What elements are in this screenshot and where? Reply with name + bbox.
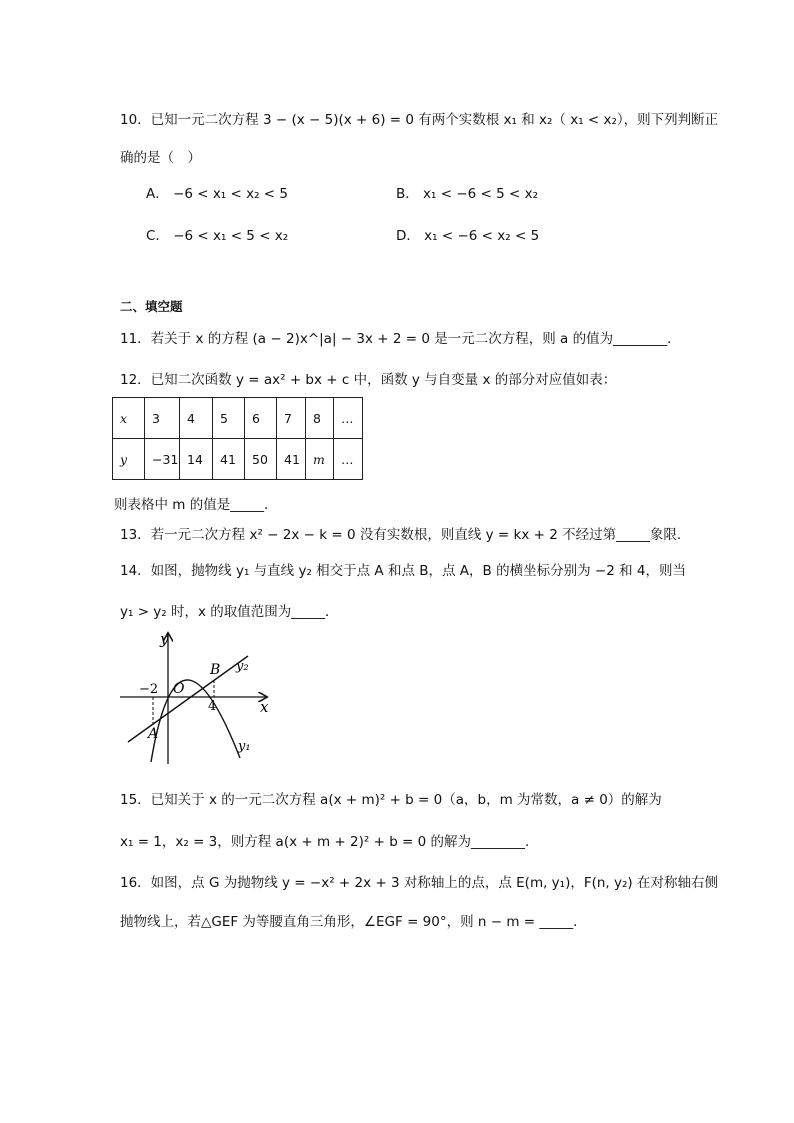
q10-option-b: B． x₁ < −6 < 5 < x₂ [396, 186, 539, 202]
point-b-label: B [210, 662, 221, 678]
y-axis-label: y [160, 630, 169, 648]
q14-line2: y₁ > y₂ 时，x 的取值范围为_____． [120, 604, 339, 620]
table-cell: 5 [213, 398, 245, 439]
y1-label: y₁ [238, 739, 251, 754]
table-row-y [113, 439, 363, 480]
point-a-label: A [148, 726, 159, 742]
q10-option-d: D． x₁ < −6 < x₂ < 5 [396, 228, 540, 244]
neg2-label: −2 [139, 682, 159, 697]
table-cell: … [334, 439, 363, 480]
table-cell: … [334, 398, 363, 439]
q10-option-c: C． −6 < x₁ < 5 < x₂ [146, 228, 289, 244]
four-label: 4 [208, 699, 217, 714]
q10-line1: 10．已知一元二次方程 3 − (x − 5)(x + 6) = 0 有两个实数根 x₁ 和 x₂（ x₁ < x₂），则下列判断正 [120, 112, 719, 128]
x-axis-label: x [260, 698, 269, 716]
q11-text: 11．若关于 x 的方程 (a − 2)x^|a| − 3x + 2 = 0 是一元二次方程，则 a 的值为________． [120, 331, 681, 347]
table-cell: x [113, 398, 145, 439]
table-cell: 41 [277, 439, 306, 480]
q14-line1: 14．如图，抛物线 y₁ 与直线 y₂ 相交于点 A 和点 B，点 A，B 的横坐标分别为 −2 和 4，则当 [120, 563, 686, 579]
table-cell: 41 [213, 439, 245, 480]
table-cell: 7 [277, 398, 306, 439]
q12-text: 12．已知二次函数 y = ax² + bx + c 中，函数 y 与自变量 x 的部分对应值如表： [120, 372, 617, 388]
value-table [112, 397, 363, 480]
q16-line1: 16．如图，点 G 为抛物线 y = −x² + 2x + 3 对称轴上的点，点 E(m, y₁)，F(n, y₂) 在对称轴右侧 [120, 875, 718, 891]
table-cell: 4 [180, 398, 213, 439]
q10-line2: 确的是（ ） [120, 150, 201, 166]
table-cell: m [306, 439, 334, 480]
line-y2 [128, 656, 248, 742]
table-cell: y [113, 439, 145, 480]
table-cell: 8 [306, 398, 334, 439]
section-title: 二、填空题 [120, 299, 183, 314]
q10-option-a: A． −6 < x₁ < x₂ < 5 [146, 186, 289, 202]
q16-line2: 抛物线上，若△GEF 为等腰直角三角形，∠EGF = 90°，则 n − m = _____． [120, 914, 587, 930]
table-cell: −31 [145, 439, 180, 480]
table-row-x [113, 398, 363, 439]
table-cell: 3 [145, 398, 180, 439]
q13-text: 13．若一元二次方程 x² − 2x − k = 0 没有实数根，则直线 y = kx + 2 不经过第_____象限． [120, 527, 691, 543]
parabola-line-figure [118, 630, 288, 770]
table-cell: 6 [245, 398, 277, 439]
table-cell: 14 [180, 439, 213, 480]
q12-after: 则表格中 m 的值是_____． [114, 497, 278, 513]
origin-label: O [173, 681, 185, 697]
y2-label: y₂ [236, 659, 249, 674]
parabola-y1 [151, 680, 240, 762]
q15-line2: x₁ = 1，x₂ = 3，则方程 a(x + m + 2)² + b = 0 的解为________． [120, 834, 539, 850]
q15-line1: 15．已知关于 x 的一元二次方程 a(x + m)² + b = 0（a，b，m 为常数，a ≠ 0）的解为 [120, 792, 662, 808]
table-cell: 50 [245, 439, 277, 480]
